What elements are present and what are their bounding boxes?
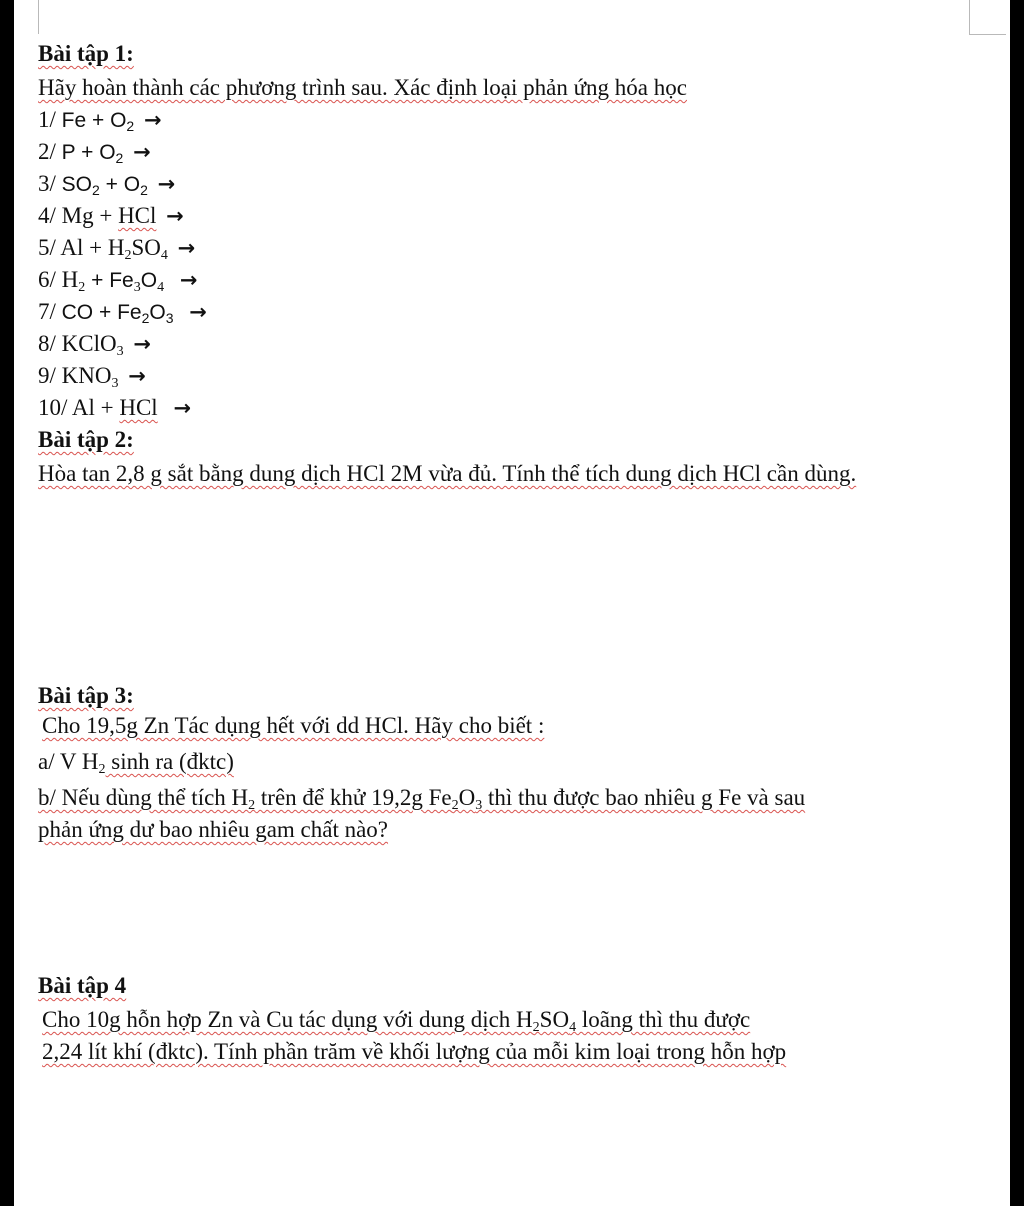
arrow-icon: → xyxy=(179,268,198,292)
crop-mark-left xyxy=(38,0,40,34)
equation-2: 2/ $P + O_2$ → xyxy=(38,139,151,166)
equation-8: 8/ KClO$_3$ → xyxy=(38,331,151,359)
arrow-icon: → xyxy=(133,140,151,164)
exercise1-instruction: Hãy hoàn thành các phương trình sau. Xác định loại phản ứng hóa học xyxy=(38,75,687,100)
equation-5: 5/ $Al + H_2SO_4$ → xyxy=(38,235,196,263)
equation-1: 1/ $Fe + O_2$ → xyxy=(38,107,162,134)
exercise3-part-b-line2: phản ứng dư bao nhiêu gam chất nào? xyxy=(38,817,389,842)
equation-4: 4/ Mg + HCl → xyxy=(38,203,184,228)
arrow-icon: → xyxy=(166,204,184,228)
document-page xyxy=(14,0,1010,1206)
equation-6: 6/ $H_2 + Fe_3O_4$ → xyxy=(38,267,198,295)
exercise3-intro: Cho 19,5g Zn Tác dụng hết với dd HCl. Hãy cho biết : xyxy=(42,713,545,738)
equation-9: 9/ $KNO_3$ → xyxy=(38,363,146,391)
exercise3-title: Bài tập 3: xyxy=(38,683,134,708)
arrow-icon: → xyxy=(157,172,176,196)
exercise3-part-a: a/ V $H_2$ sinh ra (đktc) xyxy=(38,749,234,777)
equation-3: 3/ $SO_2 + O_2$ → xyxy=(38,171,176,198)
exercise2-text: Hòa tan 2,8 g sắt bằng dung dịch HCl 2M vừa đủ. Tính thể tích dung dịch HCl cần dùng. xyxy=(38,461,857,486)
arrow-icon: → xyxy=(173,396,192,420)
equation-10: 10/ Al + HCl → xyxy=(38,395,192,420)
exercise1-title: Bài tập 1: xyxy=(38,41,134,66)
arrow-icon: → xyxy=(133,332,151,356)
equation-7: 7/ CO + $Fe_2O_3$ → xyxy=(38,299,207,326)
arrow-icon: → xyxy=(128,364,146,388)
arrow-icon: → xyxy=(177,236,196,260)
exercise4-title: Bài tập 4 xyxy=(38,973,127,998)
crop-mark-right xyxy=(969,0,1006,35)
exercise2-title: Bài tập 2: xyxy=(38,427,134,452)
arrow-icon: → xyxy=(189,300,207,324)
exercise4-line1: Cho 10g hỗn hợp Zn và Cu tác dụng với dung dịch $H_2SO_4$ loãng thì thu được xyxy=(42,1007,751,1035)
exercise3-part-b-line1: b/ Nếu dùng thể tích $H_2$ trên để khử 19,2g $Fe_2O_3$ thì thu được bao nhiêu g Fe và sau xyxy=(38,785,806,813)
exercise4-line2: 2,24 lít khí (đktc). Tính phần trăm về khối lượng của mỗi kim loại trong hỗn hợp xyxy=(42,1039,787,1064)
arrow-icon: → xyxy=(143,108,162,132)
